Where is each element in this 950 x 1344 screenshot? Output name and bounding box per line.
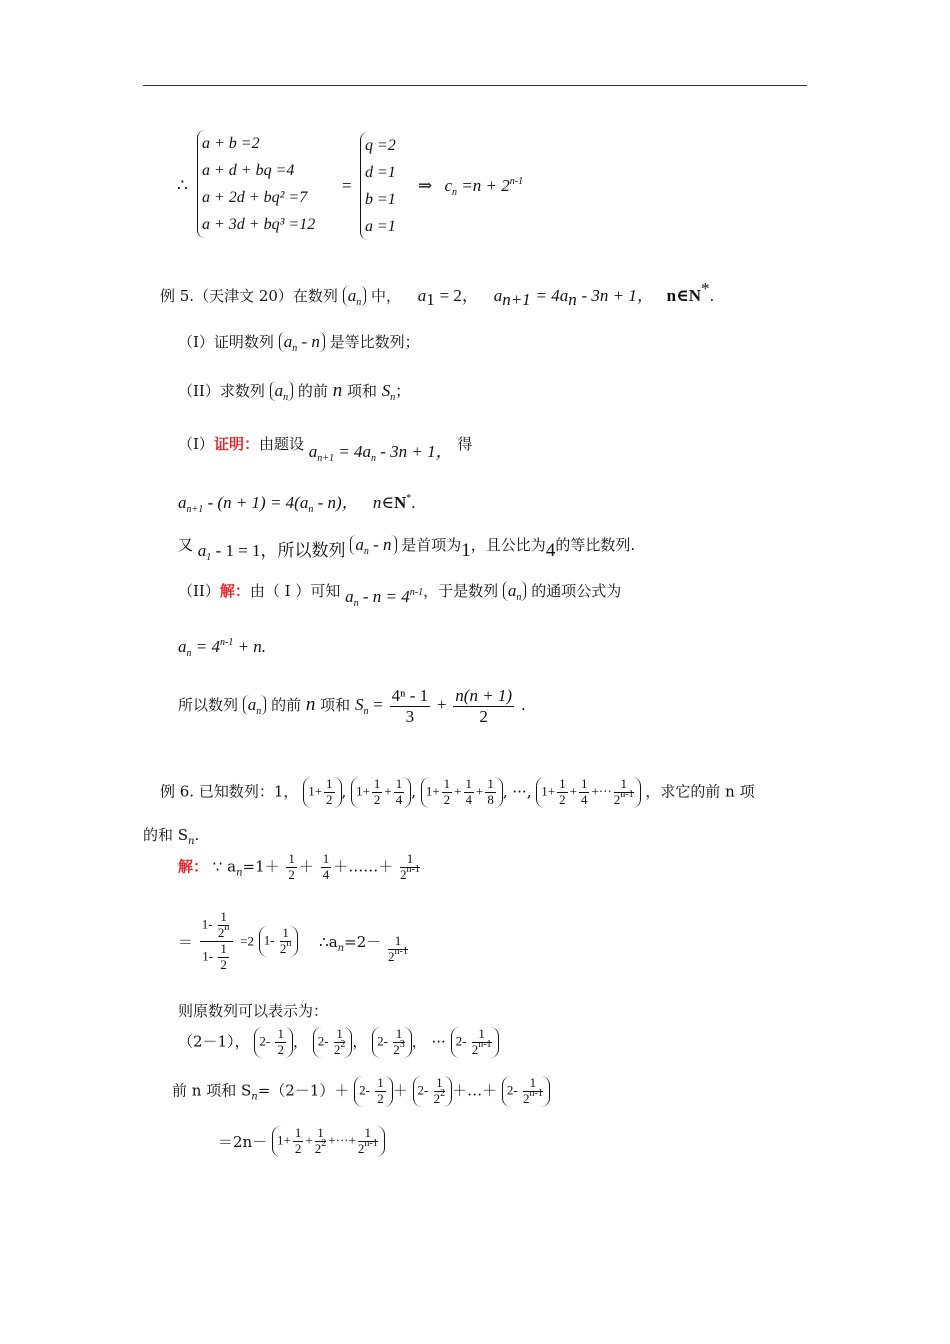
ex5-rec2: - 3n + 1， <box>581 286 654 305</box>
ex6-label: 例 6. 已知数列：1， <box>160 782 299 801</box>
ex5-a1: = 2， <box>439 286 479 305</box>
top-rule <box>143 85 807 86</box>
ex5-proof-2: $a_{n+1} - (n + 1) = 4(a_n - n)$， n∈N*. <box>178 493 416 515</box>
solution-row-3: b =1 <box>365 191 396 208</box>
ex5-q1: （I）证明数列 $a_n$ - n 是等比数列； <box>178 332 420 354</box>
ex5-rec: = 4a <box>535 286 569 305</box>
solution-row-1: q =2 <box>365 137 396 154</box>
system-row-4: a + 3d + bq³ =12 <box>202 216 316 233</box>
ex6-sequence: （2－1）， 2- $\frac{1}{2}$ ， 2- $\frac{1}{2^2}$ ， 2- $\frac{1}{2^3}$ ， ··· 2- $\frac{1}{2^{n-1}}$ <box>178 1027 499 1058</box>
therefore-symbol: ∴ <box>177 176 188 195</box>
proof-label: 证明： <box>213 435 259 453</box>
cn-result <box>418 176 523 196</box>
solution-row-4: a =1 <box>365 218 396 235</box>
ex5-sum: 所以数列 $a_n$ 的前 n 项和 $S_n$ = $\frac{\text{4ⁿ - 1}}{3}$ + $\frac{n(n + 1)}{2}$ . <box>178 686 526 726</box>
ex5-q2: （II）求数列 $a_n$ 的前 n 项和 $S_n$； <box>178 380 411 403</box>
ex5-mid: 中， <box>371 287 402 305</box>
ex5-sol-1: （II）解：由（ I ）可知 $a_n - n = 4^{n-1}$，于是数列 $a_n$ 的通项公式为 <box>178 581 622 609</box>
cn-sub: n <box>452 187 458 198</box>
system-row-1: a + b =2 <box>202 135 260 152</box>
ex6-solution-label: 解： <box>178 857 209 876</box>
ex6-sum: 前 n 项和 $S_n=(2-1)+ 2-$ $\frac{1}{2}$ ＋ 2- $\frac{1}{2^2}$ ＋…＋ 2- $\frac{1}{2^{n-1}}$ <box>172 1076 550 1107</box>
solution-label: 解： <box>219 582 250 600</box>
ex5-proof-3: 又 $a_1 - 1 = 1$，所以数列 $a_n$ - n 是首项为1，且公比为4的等比数列. <box>178 535 636 563</box>
ex6-sol-1: 解： ∵ $a_n=1+$ $\frac{1}{2}$ ＋ $\frac{1}{4}$ ＋……＋ $\frac{1}{2^{n-1}}$ <box>178 851 420 882</box>
ex5-proof-1: （I）证明：由题设 $a_{n+1} = 4a_n - 3n + 1$， 得 <box>178 435 473 464</box>
cn-sup: n-1 <box>509 176 524 187</box>
solution-row-2: d =1 <box>365 164 396 181</box>
ex6-line2: 的和 $S_n$. <box>143 826 200 847</box>
seq-an: $a_n$ <box>343 286 367 306</box>
system-row-2: a + d + bq =4 <box>202 162 295 179</box>
solution-system <box>360 132 396 240</box>
ex6-statement: 例 6. 已知数列：1， 1+ $\frac{1}{2}$ , 1+ $\frac{1}{2}$ + $\frac{1}{4}$ , 1+ $\frac{1}{2}$ + $\frac{1}{4}$ + $\frac{1}{8}$ , ···, 1+ $\frac{1}{2}$ + $\frac{1}{4}$ +··· $\frac{1}{2^{n-1}}$ ，求它的前 n 项 <box>160 776 755 807</box>
ex5-an-formula: $a_n = 4^{n-1} + n$. <box>178 637 267 659</box>
system-row-3: a + 2d + bq² =7 <box>202 189 308 206</box>
ex6-tail: ，求它的前 n 项 <box>645 782 755 801</box>
cn-rhs: =n + 2 <box>461 176 510 195</box>
implies-symbol: ⇒ <box>418 176 433 195</box>
ex6-final: ＝2n－ 1+ $\frac{1}{2}$ + $\frac{1}{2^2}$ +···+ $\frac{1}{2^{n-1}}$ <box>218 1126 385 1157</box>
ex5-statement: 例 5.（天津文 20）在数列 $a_n$ 中， $a_1 = 2$， $a_{n+1} = 4a_n - 3n + 1$， n∈N*. <box>160 279 715 309</box>
ex5-label: 例 5.（天津文 20）在数列 <box>160 287 338 305</box>
ex5-nN: n∈N <box>666 286 701 305</box>
ex6-desc: 则原数列可以表示为： <box>178 1002 329 1020</box>
equation-system <box>197 130 315 238</box>
cn-lhs: c <box>444 176 453 195</box>
ex6-sol-2: ＝ 1- $\frac{1}{2^n}$ 1- $\frac{1}{2}$ =2 1- $\frac{1}{2^n}$ $\therefore a_n=2-$ $\frac{1}{2^{n-1}}$ <box>178 909 408 972</box>
system-equals: = <box>342 176 352 195</box>
